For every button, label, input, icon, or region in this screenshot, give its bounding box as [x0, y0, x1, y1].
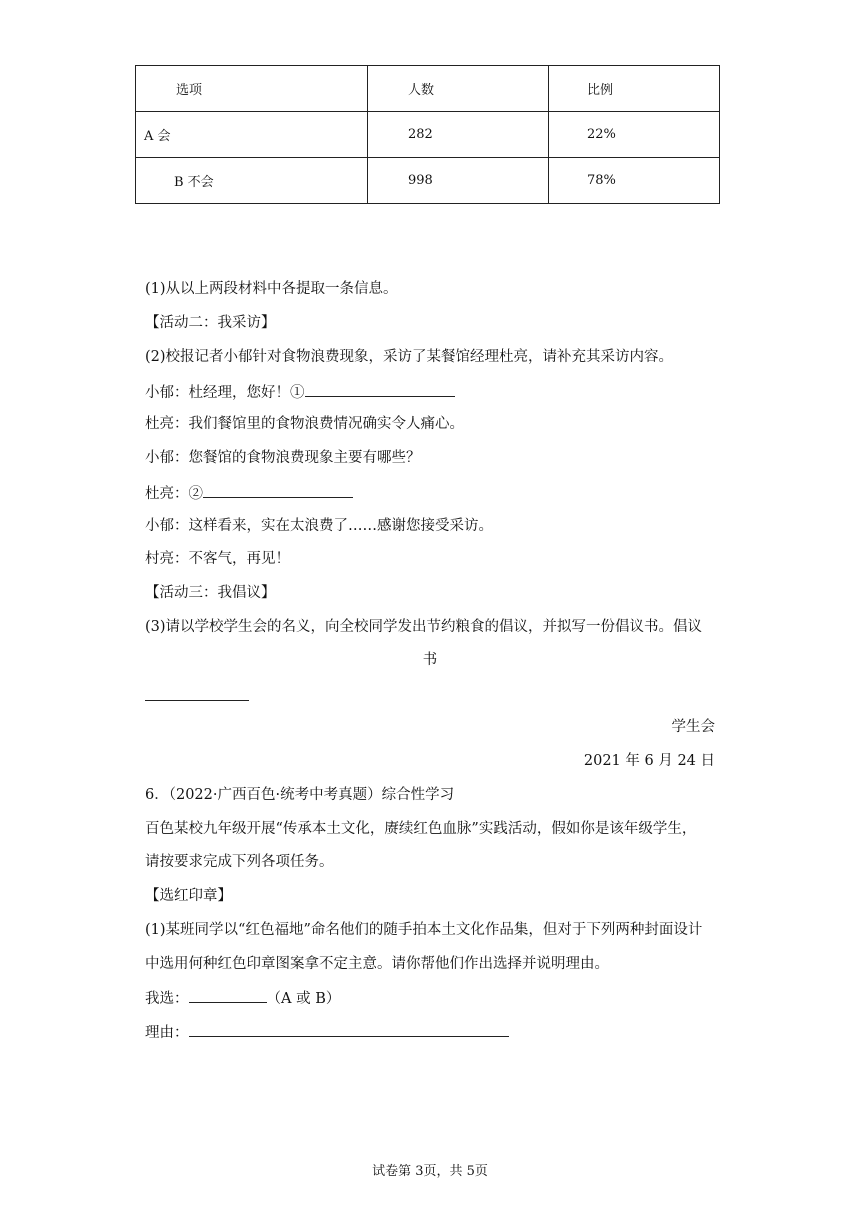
activity-2-heading: 【活动二：我采访】 — [145, 315, 276, 331]
page-footer: 试卷第 3页，共 5页 — [372, 1164, 488, 1179]
question-2: (2)校报记者小郁针对食物浪费现象，采访了某餐馆经理杜亮，请补充其采访内容。 — [145, 349, 674, 365]
question-6-1-line-2: 中选用何种红色印章图案拿不定主意。请你帮他们作出选择并说明理由。 — [145, 956, 609, 972]
dialogue-line-3: 小郁：您餐馆的食物浪费现象主要有哪些？ — [145, 450, 421, 466]
dialogue-line-4 — [145, 482, 353, 504]
dialogue-4-text: 杜亮：② — [145, 486, 203, 502]
table-header-row — [136, 66, 720, 112]
header-ratio: 比例 — [549, 66, 720, 112]
question-6-para-1: 百色某校九年级开展“传承本土文化，赓续红色血脉”实践活动，假如你是该年级学生， — [145, 821, 697, 837]
signer: 学生会 — [671, 719, 715, 735]
cell-count: 998 — [368, 158, 549, 204]
dialogue-line-2: 杜亮：我们餐馆里的食物浪费情况确实令人痛心。 — [145, 416, 464, 432]
choice-blank[interactable] — [189, 987, 267, 1003]
question-3: (3)请以学校学生会的名义，向全校同学发出节约粮食的倡议，并拟写一份倡议书。倡议 — [145, 619, 703, 635]
question-3-title: 书 — [422, 652, 438, 668]
answer-blank-1[interactable] — [305, 381, 455, 397]
choice-label: 我选： — [145, 991, 189, 1007]
answer-blank-2[interactable] — [203, 482, 353, 498]
choice-line — [145, 987, 340, 1009]
cell-option: A 会 — [136, 112, 368, 158]
question-6-para-2: 请按要求完成下列各项任务。 — [145, 854, 334, 870]
question-1: (1)从以上两段材料中各提取一条信息。 — [145, 281, 398, 297]
reason-line — [145, 1021, 509, 1043]
cell-option: B 不会 — [136, 158, 368, 204]
answer-line[interactable] — [145, 700, 249, 701]
question-6-title: 6．（2022·广西百色·统考中考真题）综合性学习 — [145, 787, 455, 803]
date: 2021 年 6 月 24 日 — [583, 753, 715, 769]
question-6-1-line-1: (1)某班同学以“红色福地”命名他们的随手拍本土文化作品集，但对于下列两种封面设计 — [145, 922, 703, 938]
seal-heading: 【选红印章】 — [145, 888, 232, 904]
activity-3-heading: 【活动三：我倡议】 — [145, 585, 276, 601]
cell-ratio: 78% — [549, 158, 720, 204]
dialogue-1-text: 小郁：杜经理，您好！① — [145, 385, 305, 401]
table-row — [136, 158, 720, 204]
dialogue-line-1 — [145, 381, 455, 403]
dialogue-line-5: 小郁：这样看来，实在太浪费了……感谢您接受采访。 — [145, 518, 493, 534]
survey-table — [135, 65, 720, 204]
header-option: 选项 — [136, 66, 368, 112]
cell-count: 282 — [368, 112, 549, 158]
table-row — [136, 112, 720, 158]
cell-ratio: 22% — [549, 112, 720, 158]
reason-blank[interactable] — [189, 1021, 509, 1037]
dialogue-line-6: 村亮：不客气，再见！ — [145, 551, 290, 567]
choice-hint: （A 或 B） — [266, 991, 341, 1007]
reason-label: 理由： — [145, 1025, 189, 1041]
header-count: 人数 — [368, 66, 549, 112]
